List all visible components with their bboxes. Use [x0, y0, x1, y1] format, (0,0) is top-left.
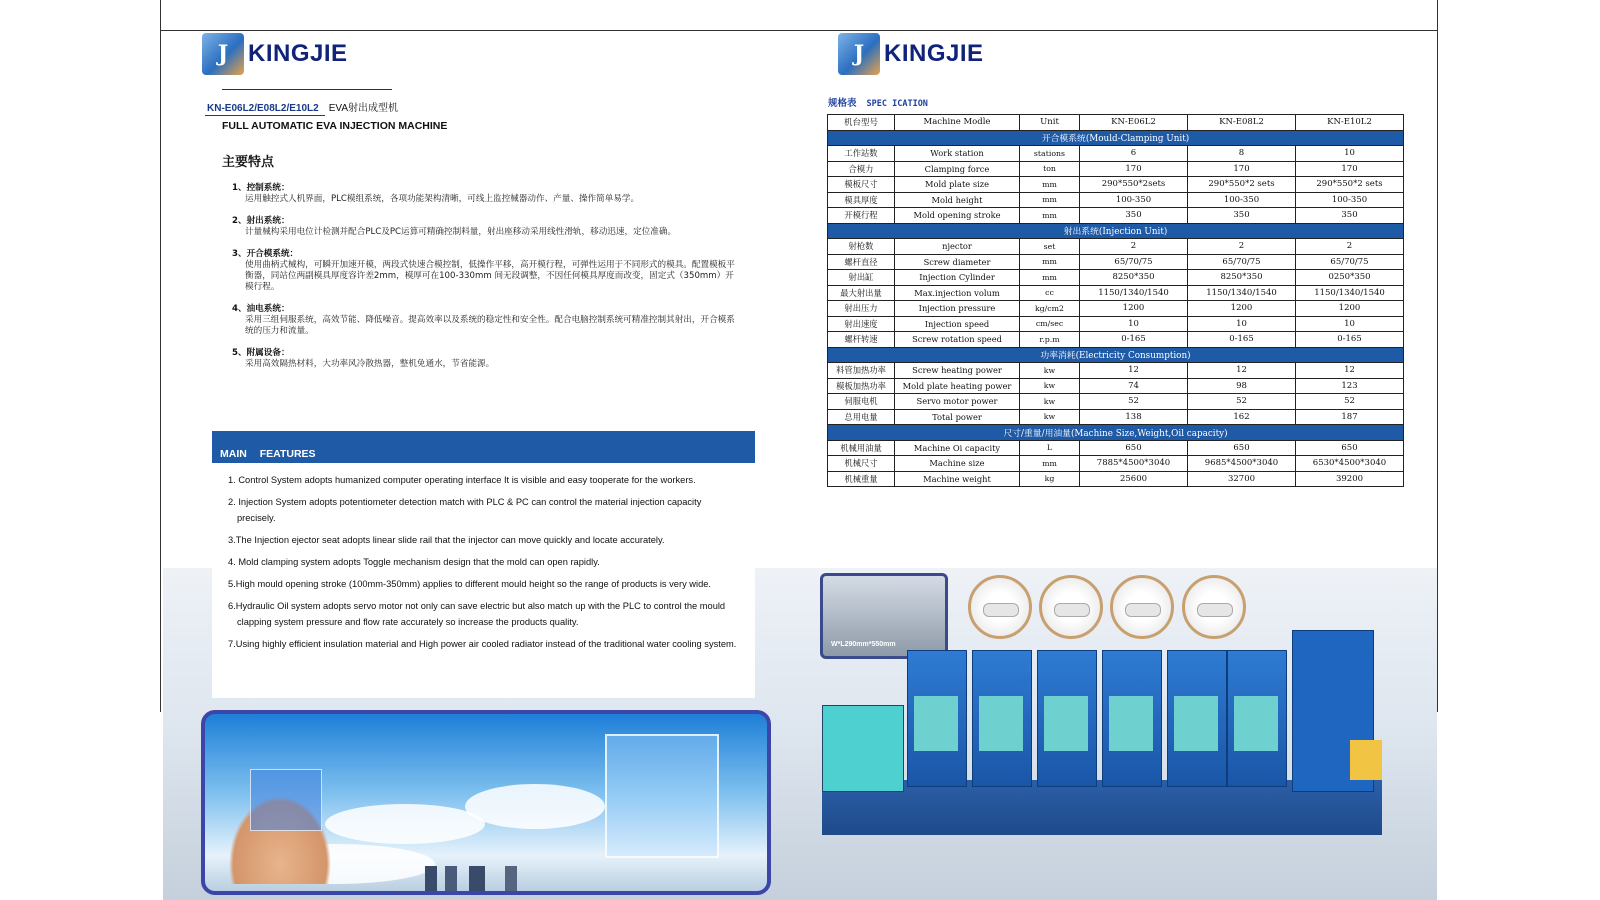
table-section-row: [828, 223, 1404, 239]
table-cell: 8250*350: [1188, 270, 1296, 286]
table-cell: 100-350: [1188, 192, 1296, 208]
table-cell: Machine Oi capacity: [895, 440, 1020, 456]
table-cell: 1200: [1080, 301, 1188, 317]
main-features-label: MAIN FEATURES: [220, 448, 316, 460]
table-cell: 12: [1188, 363, 1296, 379]
table-cell: Injection speed: [895, 316, 1020, 332]
table-body: [828, 130, 1404, 487]
table-section-row: [828, 425, 1404, 441]
table-cell: 模板尺寸: [828, 177, 895, 193]
brand-logo-left: [202, 33, 348, 75]
model-rule: [222, 89, 392, 90]
cloud-shape: [465, 784, 605, 829]
table-cell: 32700: [1188, 471, 1296, 487]
table-cell: 2: [1188, 239, 1296, 255]
table-cell: 65/70/75: [1188, 254, 1296, 270]
table-cell: mm: [1020, 208, 1080, 224]
table-cell: Machine size: [895, 456, 1020, 472]
table-cell: ton: [1020, 161, 1080, 177]
table-cell: 0-165: [1296, 332, 1404, 348]
table-cell: 100-350: [1296, 192, 1404, 208]
cn-feature-body: 计量械构采用电位计检测并配合PLC及PC运算可精确控制料量，射出座移动采用线性滑轨，移动迅速，定位准确。: [245, 227, 677, 237]
cn-feature-item: [232, 249, 742, 293]
table-cell: 射出缸: [828, 270, 895, 286]
table-cell: 射枪数: [828, 239, 895, 255]
col-header: KN-E06L2: [1080, 115, 1188, 131]
table-cell: 伺服电机: [828, 394, 895, 410]
cn-features-heading: 主要特点: [222, 155, 275, 170]
table-row: [828, 394, 1404, 410]
cn-feature-title: 3、开合模系统：: [232, 249, 299, 259]
section-title: 尺寸/重量/用油量(Machine Size,Weight,Oil capacity): [828, 425, 1404, 441]
table-cell: r.p.m: [1020, 332, 1080, 348]
table-cell: Machine weight: [895, 471, 1020, 487]
table-cell: 74: [1080, 378, 1188, 394]
machine-station: [1037, 650, 1097, 787]
table-cell: 170: [1080, 161, 1188, 177]
table-cell: 290*550*2 sets: [1296, 177, 1404, 193]
table-cell: 1200: [1188, 301, 1296, 317]
table-cell: set: [1020, 239, 1080, 255]
table-cell: 2: [1080, 239, 1188, 255]
table-cell: Injection pressure: [895, 301, 1020, 317]
table-cell: kg/cm2: [1020, 301, 1080, 317]
table-row: [828, 192, 1404, 208]
table-cell: 2: [1296, 239, 1404, 255]
table-row: [828, 239, 1404, 255]
col-header: Unit: [1020, 115, 1080, 131]
table-cell: 162: [1188, 409, 1296, 425]
table-cell: 总用电量: [828, 409, 895, 425]
model-cn: EVA射出成型机: [328, 103, 398, 114]
en-feature-item: 6.Hydraulic Oil system adopts servo motor not only can save electric but also match up with the PLC to control the mould clapping system pressure and flow rate accurately so increase the products quality.: [228, 601, 726, 627]
spec-heading-cn: 规格表: [828, 98, 857, 109]
table-cell: Max.injection volum: [895, 285, 1020, 301]
machine-station: [1227, 650, 1287, 787]
table-row: [828, 177, 1404, 193]
model-line: [205, 99, 398, 114]
en-feature-item: 7.Using highly efficient insulation material and High power air cooled radiator instead of the traditional water cooling system.: [228, 639, 737, 649]
table-cell: 10: [1296, 146, 1404, 162]
city-skyline: [425, 866, 625, 891]
table-cell: 1200: [1296, 301, 1404, 317]
brand-logo-right: [838, 33, 984, 75]
table-cell: 10: [1188, 316, 1296, 332]
cn-feature-title: 5、附属设备：: [232, 348, 290, 358]
page-top-rule: [160, 30, 1437, 31]
cloud-shape: [325, 804, 485, 844]
machine-subtitle: FULL AUTOMATIC EVA INJECTION MACHINE: [222, 120, 448, 132]
table-row: [828, 270, 1404, 286]
table-cell: Servo motor power: [895, 394, 1020, 410]
table-cell: cm/sec: [1020, 316, 1080, 332]
table-cell: 290*550*2 sets: [1188, 177, 1296, 193]
table-cell: 开模行程: [828, 208, 895, 224]
table-cell: 65/70/75: [1080, 254, 1188, 270]
en-feature-item: 4. Mold clamping system adopts Toggle mechanism design that the mold can open rapidly.: [228, 557, 600, 567]
table-cell: 65/70/75: [1296, 254, 1404, 270]
en-feature-item: 1. Control System adopts humanized computer operating interface It is visible and easy tooperate for the workers.: [228, 475, 696, 485]
cn-feature-item: [232, 183, 742, 205]
table-cell: 工作站数: [828, 146, 895, 162]
table-cell: 123: [1296, 378, 1404, 394]
machine-station: [972, 650, 1032, 787]
table-cell: Mold opening stroke: [895, 208, 1020, 224]
page-right-rule: [1437, 0, 1438, 712]
spec-heading: [828, 95, 928, 109]
table-cell: stations: [1020, 146, 1080, 162]
table-cell: L: [1020, 440, 1080, 456]
table-cell: kg: [1020, 471, 1080, 487]
table-cell: 350: [1188, 208, 1296, 224]
section-title: 射出系统(Injection Unit): [828, 223, 1404, 239]
table-cell: cc: [1020, 285, 1080, 301]
table-row: [828, 378, 1404, 394]
table-row: [828, 440, 1404, 456]
en-features-list: [228, 472, 738, 658]
table-cell: 模板加热功率: [828, 378, 895, 394]
table-cell: kw: [1020, 378, 1080, 394]
table-cell: 射出速度: [828, 316, 895, 332]
table-cell: mm: [1020, 456, 1080, 472]
table-cell: Screw heating power: [895, 363, 1020, 379]
machine-warning-box: [1350, 740, 1382, 780]
table-cell: 螺杆直径: [828, 254, 895, 270]
table-cell: 350: [1296, 208, 1404, 224]
table-cell: Mold plate size: [895, 177, 1020, 193]
cn-feature-item: [232, 304, 742, 337]
brand-mark-icon: J: [202, 33, 244, 75]
table-cell: 机械重量: [828, 471, 895, 487]
injection-machine-photo: [822, 630, 1397, 835]
col-header: KN-E10L2: [1296, 115, 1404, 131]
cn-features-list: [232, 183, 742, 381]
table-cell: kw: [1020, 409, 1080, 425]
table-cell: 52: [1080, 394, 1188, 410]
table-cell: 6: [1080, 146, 1188, 162]
table-cell: 25600: [1080, 471, 1188, 487]
col-header: Machine Modle: [895, 115, 1020, 131]
cn-feature-title: 4、油电系统：: [232, 304, 290, 314]
machine-station: [1102, 650, 1162, 787]
en-feature-item: 3.The Injection ejector seat adopts linear slide rail that the injector can move quickly and locate accurately.: [228, 535, 665, 545]
table-cell: 39200: [1296, 471, 1404, 487]
table-cell: 52: [1296, 394, 1404, 410]
table-cell: 10: [1080, 316, 1188, 332]
table-row: [828, 409, 1404, 425]
cn-feature-item: [232, 216, 742, 238]
table-row: [828, 471, 1404, 487]
table-section-row: [828, 130, 1404, 146]
cube-icon: [250, 769, 322, 831]
table-cell: Mold height: [895, 192, 1020, 208]
table-cell: 机械尺寸: [828, 456, 895, 472]
table-cell: 0-165: [1188, 332, 1296, 348]
table-row: [828, 146, 1404, 162]
table-cell: 0250*350: [1296, 270, 1404, 286]
table-cell: 8: [1188, 146, 1296, 162]
cn-feature-body: 采用高效隔热材料，大功率风冷散热器，整机免通水，节省能源。: [245, 359, 495, 369]
table-cell: 1150/1340/1540: [1188, 285, 1296, 301]
table-section-row: [828, 347, 1404, 363]
table-cell: 350: [1080, 208, 1188, 224]
table-cell: 187: [1296, 409, 1404, 425]
table-row: [828, 161, 1404, 177]
table-cell: 模具厚度: [828, 192, 895, 208]
table-cell: Screw rotation speed: [895, 332, 1020, 348]
table-cell: Total power: [895, 409, 1020, 425]
model-code: KN-E06L2/E08L2/E10L2: [205, 103, 325, 116]
table-cell: kw: [1020, 363, 1080, 379]
table-cell: 12: [1080, 363, 1188, 379]
specification-table: [827, 114, 1404, 487]
table-cell: 650: [1188, 440, 1296, 456]
en-feature-item: 2. Injection System adopts potentiometer detection match with PLC & PC can control the material injection capacity precisely.: [228, 497, 702, 523]
table-cell: 9685*4500*3040: [1188, 456, 1296, 472]
table-cell: 料管加热功率: [828, 363, 895, 379]
section-title: 开合模系统(Mould-Clamping Unit): [828, 130, 1404, 146]
table-cell: 6530*4500*3040: [1296, 456, 1404, 472]
table-cell: 52: [1188, 394, 1296, 410]
table-cell: 1150/1340/1540: [1296, 285, 1404, 301]
mold-size-label: W*L290mm*550mm: [831, 641, 896, 648]
table-cell: mm: [1020, 177, 1080, 193]
cn-feature-item: [232, 348, 742, 370]
table-row: [828, 316, 1404, 332]
table-cell: 0-165: [1080, 332, 1188, 348]
table-cell: kw: [1020, 394, 1080, 410]
table-cell: njector: [895, 239, 1020, 255]
table-row: [828, 301, 1404, 317]
table-cell: 290*550*2sets: [1080, 177, 1188, 193]
machine-station: [907, 650, 967, 787]
table-cell: 138: [1080, 409, 1188, 425]
main-features-bar: [212, 431, 755, 463]
cn-feature-title: 2、射出系统：: [232, 216, 290, 226]
table-header-row: [828, 115, 1404, 131]
table-row: [828, 254, 1404, 270]
table-row: [828, 208, 1404, 224]
table-cell: Work station: [895, 146, 1020, 162]
table-row: [828, 456, 1404, 472]
table-cell: 最大射出量: [828, 285, 895, 301]
table-cell: 98: [1188, 378, 1296, 394]
sky-hands-illustration: [201, 710, 771, 895]
cn-feature-body: 运用触控式人机界面，PLC模组系统，各项功能架构清晰，可线上监控械器动作、产量、操作简单易学。: [245, 194, 640, 204]
table-row: [828, 332, 1404, 348]
table-cell: 10: [1296, 316, 1404, 332]
col-header: KN-E08L2: [1188, 115, 1296, 131]
table-cell: Mold plate heating power: [895, 378, 1020, 394]
table-cell: 射出压力: [828, 301, 895, 317]
brand-name: KINGJIE: [248, 40, 348, 67]
table-cell: 7885*4500*3040: [1080, 456, 1188, 472]
page-left-rule: [160, 0, 161, 712]
table-cell: Screw diameter: [895, 254, 1020, 270]
glass-cube-icon: [605, 734, 719, 858]
table-cell: mm: [1020, 270, 1080, 286]
table-cell: 650: [1080, 440, 1188, 456]
table-cell: 合模力: [828, 161, 895, 177]
machine-station: [1167, 650, 1227, 787]
table-cell: 100-350: [1080, 192, 1188, 208]
table-cell: mm: [1020, 254, 1080, 270]
cn-feature-body: 使用曲柄式械构，可瞬开加速开模，两段式快速合模控制，低操作平移，高开模行程，可弹性运用于不同形式的模具。配置模板平衡器，同站位两副模具厚度容许差2mm，模厚可在100-330mm 间无段调整，不因任何模具厚度而改变，固定式（350mm）开模行程。: [245, 260, 735, 292]
col-header: 机台型号: [828, 115, 895, 131]
table-cell: mm: [1020, 192, 1080, 208]
cn-feature-body: 采用三组伺服系统，高效节能、降低噪音。提高效率以及系统的稳定性和安全性。配合电脑控制系统可精准控制其射出，开合模系统的压力和流量。: [245, 315, 735, 336]
table-cell: 650: [1296, 440, 1404, 456]
table-cell: 170: [1188, 161, 1296, 177]
section-title: 功率消耗(Electricity Consumption): [828, 347, 1404, 363]
table-cell: 机械用油量: [828, 440, 895, 456]
table-cell: 螺杆转速: [828, 332, 895, 348]
table-cell: 12: [1296, 363, 1404, 379]
table-row: [828, 285, 1404, 301]
table-cell: Clamping force: [895, 161, 1020, 177]
table-cell: Injection Cylinder: [895, 270, 1020, 286]
table-cell: 170: [1296, 161, 1404, 177]
spec-heading-en: SPEC ICATION: [866, 99, 928, 109]
machine-cabinet: [822, 705, 904, 792]
table-cell: 1150/1340/1540: [1080, 285, 1188, 301]
table-cell: 8250*350: [1080, 270, 1188, 286]
cn-feature-title: 1、控制系统：: [232, 183, 290, 193]
en-feature-item: 5.High mould opening stroke (100mm-350mm) applies to different mould height so the range of products is very wide.: [228, 579, 712, 589]
brand-name: KINGJIE: [884, 40, 984, 67]
table-row: [828, 363, 1404, 379]
brand-mark-icon: J: [838, 33, 880, 75]
